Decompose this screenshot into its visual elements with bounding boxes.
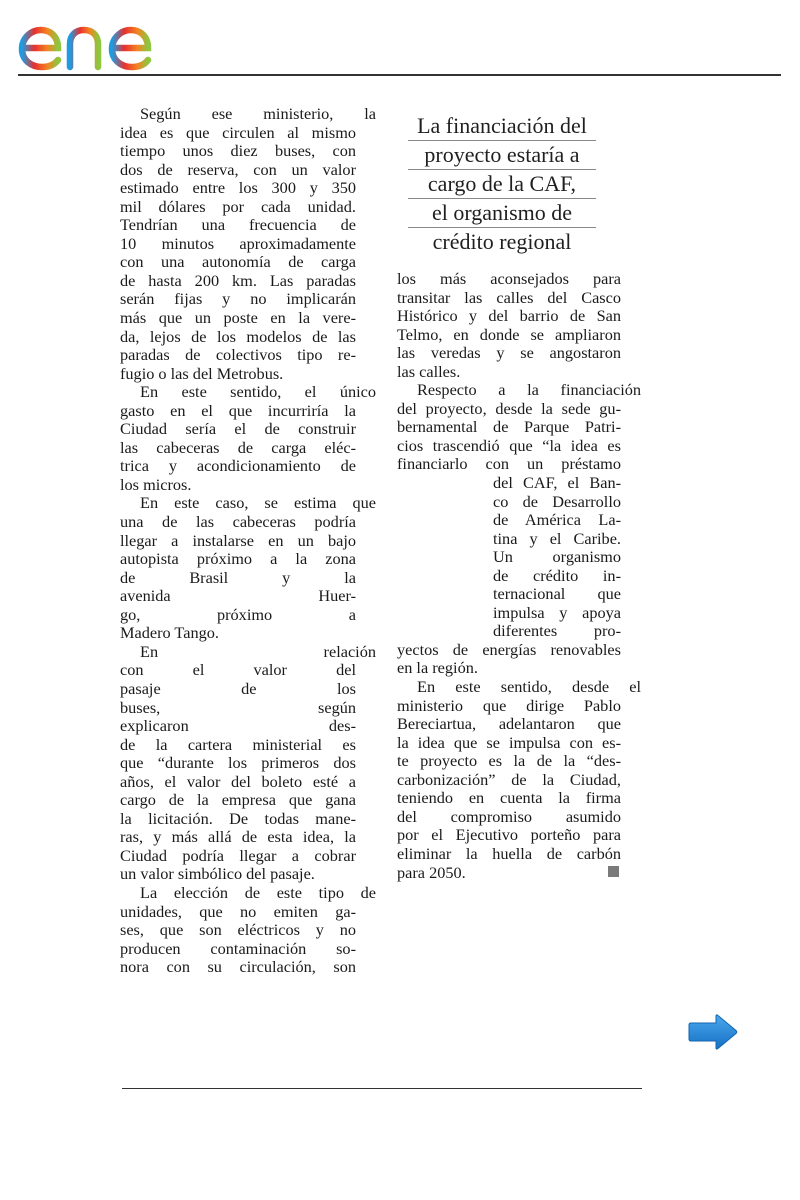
text-line: más que un poste en la vere-: [120, 308, 356, 328]
pull-quote-line: cargo de la CAF,: [408, 170, 596, 199]
text-line: para 2050.: [397, 862, 466, 882]
text-line: unidades, que no emiten ga-: [120, 901, 356, 921]
text-line: con una autonomía de carga: [120, 252, 356, 272]
text-line: pasaje de los: [120, 678, 356, 698]
text-line: avenida Huer-: [120, 586, 356, 606]
text-line: serán fijas y no implicarán: [120, 289, 356, 309]
text-line: go, próximo a: [120, 604, 356, 624]
text-line: diferentes pro-: [493, 621, 621, 641]
text-line: te proyecto es la de la “des-: [397, 751, 621, 771]
text-line: En este sentido, desde el: [417, 677, 641, 697]
text-line: Ciudad podría llegar a cobrar: [120, 845, 356, 865]
text-line: de hasta 200 km. Las paradas: [120, 270, 356, 290]
text-line: producen contaminación so-: [120, 938, 356, 958]
text-line: co de Desarrollo: [493, 491, 621, 511]
pull-quote-line: el organismo de: [408, 199, 596, 228]
pull-quote: [408, 112, 596, 256]
text-line: ras, y más allá de esta idea, la: [120, 827, 356, 847]
text-line: cios trascendió que “la idea es: [397, 435, 621, 455]
text-line: Respecto a la financiación: [417, 380, 641, 400]
text-line: de la cartera ministerial es: [120, 734, 356, 754]
text-line: gasto en el que incurriría la: [120, 400, 356, 420]
text-line: 10 minutos aproximadamente: [120, 233, 356, 253]
text-line: ternacional que: [493, 584, 621, 604]
text-line: Ciudad sería el de construir: [120, 419, 356, 439]
article-column-right: [397, 269, 641, 882]
text-line: de Brasil y la: [120, 567, 356, 587]
footer-rule: [122, 1088, 642, 1089]
pull-quote-line: La financiación del: [408, 112, 596, 141]
pull-quote-line: crédito regional: [432, 229, 572, 254]
text-line: En este sentido, el único: [140, 382, 376, 402]
text-line: fugio o las del Metrobus.: [120, 363, 284, 383]
text-line: explicaron des-: [120, 716, 356, 736]
text-line: nora con su circulación, son: [120, 957, 356, 977]
text-line: Bereciartua, adelantaron que: [397, 714, 621, 734]
text-line: La elección de este tipo de: [140, 882, 376, 902]
text-line: un valor simbólico del pasaje.: [120, 864, 315, 884]
text-line: mil dólares por cada unidad.: [120, 196, 356, 216]
text-line: llegar a instalarse en un bajo: [120, 530, 356, 550]
text-line: una de las cabeceras podría: [120, 512, 356, 532]
text-line: bernamental de Parque Patri-: [397, 417, 621, 437]
text-line: paradas de colectivos tipo re-: [120, 345, 356, 365]
text-line: Tendrían una frecuencia de: [120, 215, 356, 235]
text-line: en la región.: [397, 658, 478, 678]
article-column-left: [120, 104, 376, 977]
text-line: dos de reserva, con un valor: [120, 159, 356, 179]
text-line: impulsa y apoya: [493, 602, 621, 622]
text-line: las cabeceras de carga eléc-: [120, 437, 356, 457]
text-line: eliminar la huella de carbón: [397, 843, 621, 863]
pull-quote-line: proyecto estaría a: [408, 141, 596, 170]
text-line: autopista próximo a la zona: [120, 549, 356, 569]
text-line: del CAF, el Ban-: [493, 473, 621, 493]
text-line: los micros.: [120, 474, 192, 494]
text-line: cargo de la empresa que gana: [120, 790, 356, 810]
text-line: da, lejos de los modelos de las: [120, 326, 356, 346]
text-line: los más aconsejados para: [397, 269, 621, 288]
text-line: Madero Tango.: [120, 623, 219, 643]
text-line: ministerio que dirige Pablo: [397, 695, 621, 715]
header-rule: [18, 74, 781, 76]
text-line: del compromiso asumido: [397, 806, 621, 826]
text-line: carbonización” de la Ciudad,: [397, 769, 621, 789]
text-line: Un organismo: [493, 547, 621, 567]
text-line: Histórico y del barrio de San: [397, 306, 621, 326]
text-line: de América La-: [493, 510, 621, 530]
right-arrow-icon[interactable]: [686, 1014, 738, 1050]
text-line: las calles.: [397, 361, 461, 381]
text-line: la idea que se impulsa con es-: [397, 732, 621, 752]
text-line: tiempo unos diez buses, con: [120, 141, 356, 161]
text-line: años, el valor del boleto esté a: [120, 771, 356, 791]
text-line: buses, según: [120, 697, 356, 717]
text-line: de crédito in-: [493, 565, 621, 585]
text-line: En relación: [140, 641, 376, 661]
text-line: tina y el Caribe.: [493, 528, 621, 548]
text-line: En este caso, se estima que: [140, 493, 376, 513]
text-line: que “durante los primeros dos: [120, 753, 356, 773]
text-line: por el Ejecutivo porteño para: [397, 825, 621, 845]
text-line: idea es que circulen al mismo: [120, 122, 356, 142]
end-of-article-square-icon: [608, 866, 619, 877]
text-line: Según ese ministerio, la: [140, 104, 376, 123]
text-line: transitar las calles del Casco: [397, 287, 621, 307]
text-line: Telmo, en donde se ampliaron: [397, 324, 621, 344]
enel-logo: [14, 6, 184, 72]
text-line: yectos de energías renovables: [397, 639, 621, 659]
text-line: con el valor del: [120, 660, 356, 680]
text-line: ses, que son eléctricos y no: [120, 920, 356, 940]
text-line: teniendo en cuenta la firma: [397, 788, 621, 808]
text-line: del proyecto, desde la sede gu-: [397, 398, 621, 418]
text-line: financiarlo con un préstamo: [397, 454, 621, 474]
text-line: la licitación. De todas mane-: [120, 808, 356, 828]
text-line: trica y acondicionamiento de: [120, 456, 356, 476]
text-line: estimado entre los 300 y 350: [120, 178, 356, 198]
text-line: las veredas y se angostaron: [397, 343, 621, 363]
